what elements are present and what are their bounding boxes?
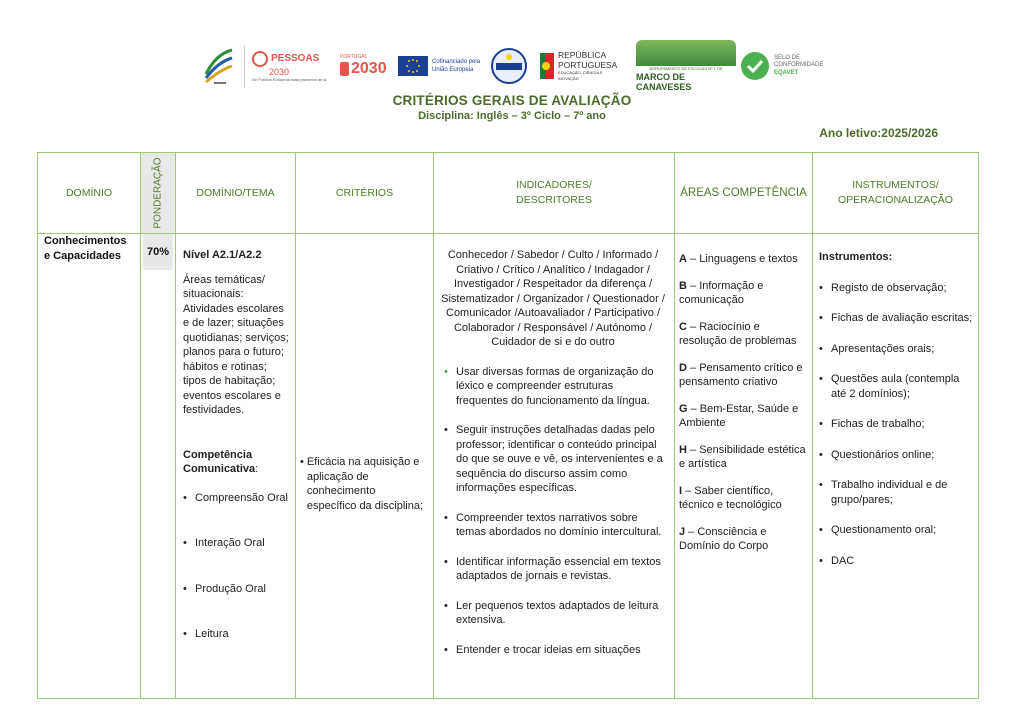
list-item: • Produção Oral <box>183 582 289 597</box>
table-header-row <box>38 153 979 234</box>
school-emblem-logo <box>202 40 240 92</box>
instrumentos-heading: Instrumentos: <box>819 251 893 263</box>
header-indicadores-line2: DESCRITORES <box>516 194 592 206</box>
document-title: CRITÉRIOS GERAIS DE AVALIAÇÃO <box>392 93 632 108</box>
eu-cofinanced-logo: Cofinanciado pela União Europeia <box>398 40 492 92</box>
competencia-label <box>183 448 289 477</box>
eqavet-seal-logo: SELO DE CONFORMIDADE EQAVET <box>740 40 838 92</box>
list-item: • Questões aula (contempla até 2 domínios); <box>819 372 974 401</box>
list-item: • Questionários online; <box>819 448 974 463</box>
indicadores-intro: Conhecedor / Sabedor / Culto / Informado / Criativo / Crítico / Analítico / Indagador / Investigador / Respeitador da diferença / Sistematizador / Organizador / Questionador / Comunicador /Autoavaliador / Participativo / Colaborador / Responsável / Autónomo / Cuidador de si e do outro <box>441 249 665 348</box>
ponderacao-cell <box>141 234 176 699</box>
area-item: H – Sensibilidade estética e artística <box>679 443 806 470</box>
header-dominio: DOMÍNIO <box>38 153 141 234</box>
portugal-2030-logo: PORTUGAL 2030 <box>340 54 387 77</box>
competencia-title: Competência Comunicativa <box>183 448 256 475</box>
header-areas: ÁREAS COMPETÊNCIA <box>675 153 813 234</box>
topics-text: Atividades escolares e de lazer; situações quotidianas; serviços; planos para o futuro; hábitos e rotinas; tipos de habitação; eventos escolares e festividades. <box>183 302 289 416</box>
descritores-list <box>440 365 666 658</box>
list-item: • Leitura <box>183 627 289 642</box>
header-indicadores <box>434 153 675 234</box>
area-item: B – Informação e comunicação <box>679 279 764 306</box>
instrumentos-list <box>819 281 974 569</box>
list-item: • Entender e trocar ideias em situações <box>440 643 666 658</box>
pessoas-2030-logo: PESSOAS 2030 De Fundos Europeus mais próximos de si <box>252 40 338 92</box>
area-item: J – Consciência e Domínio do Corpo <box>679 525 769 552</box>
school-year: Ano letivo:2025/2026 <box>819 126 938 140</box>
list-item: • Compreender textos narrativos sobre temas abordados no domínio intercultural. <box>440 511 666 540</box>
dominio-cell <box>38 234 141 699</box>
areas-tematicas-label: Áreas temáticas/ situacionais: <box>183 273 265 300</box>
list-item: • Registo de observação; <box>819 281 974 296</box>
header-instrumentos <box>813 153 979 234</box>
criteria-table <box>37 152 979 699</box>
table-row <box>38 234 979 699</box>
area-item: A – Linguagens e textos <box>679 253 798 265</box>
list-item: • Questionamento oral; <box>819 523 974 538</box>
criterio-text: Eficácia na aquisição e aplicação de conhecimento específico da disciplina; <box>306 456 424 512</box>
dominio-value: Conhecimentos e Capacidades <box>44 235 127 262</box>
header-ponderacao <box>141 153 176 234</box>
areas-cell <box>675 234 813 699</box>
skills-list <box>183 491 289 642</box>
list-item: • Seguir instruções detalhadas dadas pelo professor; identificar o conteúdo principal do que se ouve e vê, os intervenientes e a sequência do discurso assim como informações específicas. <box>440 423 666 496</box>
instrumentos-cell <box>813 234 979 699</box>
header-instrumentos-line2: OPERACIONALIZAÇÃO <box>838 194 953 206</box>
area-item: C – Raciocínio e resolução de problemas <box>679 320 797 347</box>
list-item: • Trabalho individual e de grupo/pares; <box>819 478 974 507</box>
list-item: • Ler pequenos textos adaptados de leitura extensiva. <box>440 599 666 628</box>
bullet-icon: • <box>300 456 304 468</box>
header-ponderacao-label: PONDERAÇÃO <box>152 157 164 229</box>
criterios-cell <box>296 234 434 699</box>
area-item: G – Bem-Estar, Saúde e Ambiente <box>679 402 799 429</box>
agrupamento-marco-canaveses-logo: AGRUPAMENTO DE ESCOLAS Nº 1 DE MARCO DE CANAVESES <box>636 40 736 92</box>
logo-strip <box>200 40 840 92</box>
area-item: D – Pensamento crítico e pensamento criativo <box>679 361 803 388</box>
nivel-label: Nível A2.1/A2.2 <box>183 249 262 261</box>
erasmus-seal-logo <box>490 40 530 92</box>
area-item: I – Saber científico, técnico e tecnológico <box>679 484 782 511</box>
list-item: • Compreensão Oral <box>183 491 289 506</box>
list-item: • Apresentações orais; <box>819 342 974 357</box>
header-instrumentos-line1: INSTRUMENTOS/ <box>852 179 939 191</box>
header-dominio-tema: DOMÍNIO/TEMA <box>176 153 296 234</box>
eu-flag-icon <box>398 56 428 76</box>
header-criterios: CRITÉRIOS <box>296 153 434 234</box>
ponderacao-value: 70% <box>143 234 173 270</box>
republica-portuguesa-logo: REPÚBLICA PORTUGUESA EDUCAÇÃO, CIÊNCIA E INOVAÇÃO <box>540 40 632 92</box>
list-item: • Identificar informação essencial em textos adaptados de jornais e revistas. <box>440 555 666 584</box>
list-item: • Interação Oral <box>183 536 289 551</box>
tema-cell <box>176 234 296 699</box>
list-item: • Usar diversas formas de organização do léxico e compreender estruturas frequentes do funcionamento da língua. <box>440 365 666 409</box>
checkmark-seal-icon <box>740 51 770 81</box>
document-subtitle: Disciplina: Inglês – 3º Ciclo – 7º ano <box>418 110 606 122</box>
list-item: • Fichas de avaliação escritas; <box>819 311 974 326</box>
competencia-colon: : <box>255 463 259 475</box>
list-item: • DAC <box>819 554 974 569</box>
indicadores-cell <box>434 234 675 699</box>
list-item: • Fichas de trabalho; <box>819 417 974 432</box>
header-indicadores-line1: INDICADORES/ <box>516 179 592 191</box>
